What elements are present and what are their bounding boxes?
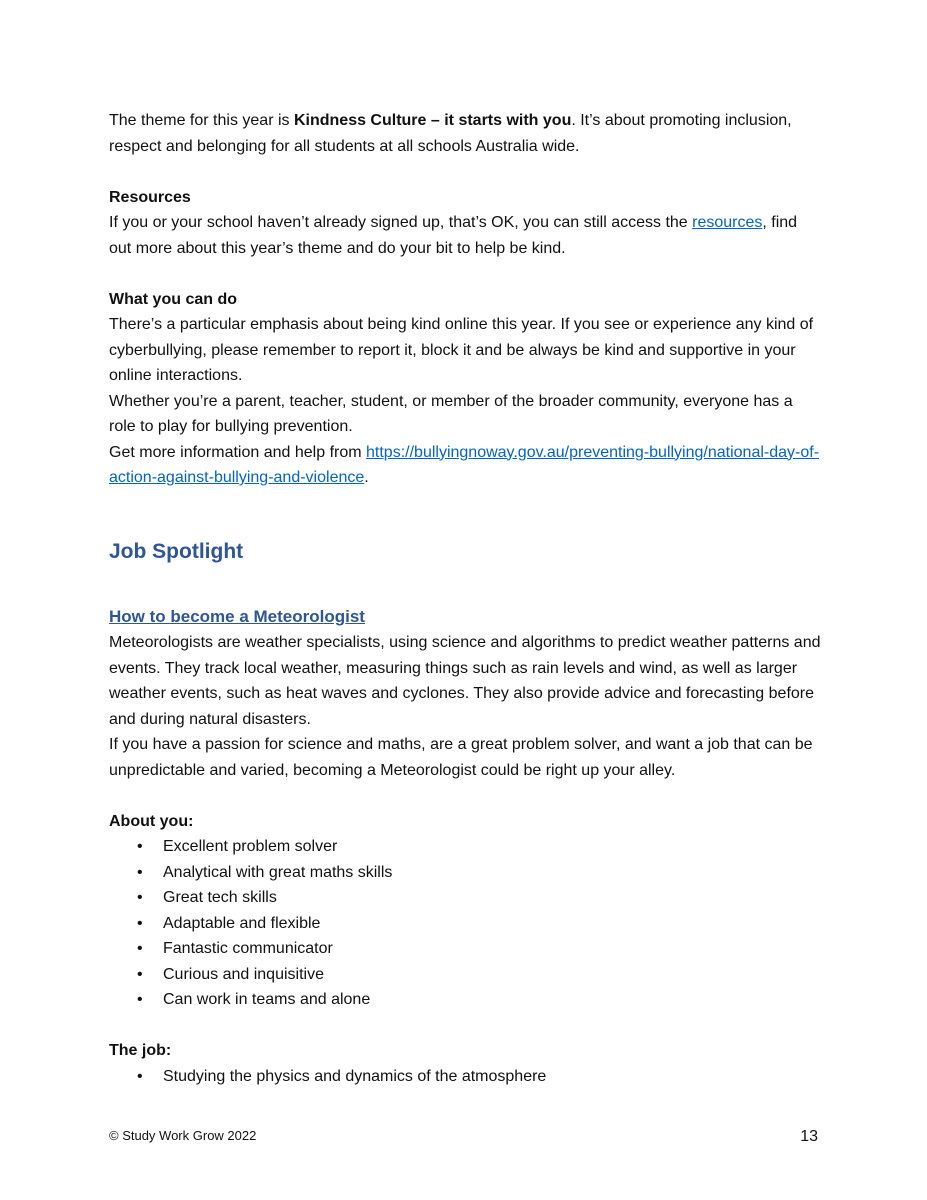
bullying-no-way-link[interactable]: https://bullyingnoway.gov.au/preventing-bullying/national-day-of-action-against-bullying-and-violence <box>109 443 820 486</box>
more-info-prefix: Get more information and help from <box>109 443 367 461</box>
more-info-paragraph <box>109 440 821 491</box>
theme-name: Kindness Culture – it starts with you <box>293 112 572 129</box>
resources-text-before: If you or your school haven’t already signed up, that’s OK, you can still access the <box>109 214 693 231</box>
more-info-suffix: . <box>364 469 369 486</box>
list-item: • Fantastic communicator <box>109 936 821 962</box>
about-you-list <box>109 834 821 1013</box>
page-number: 13 <box>800 1128 818 1145</box>
intro-suffix: . It’s about promoting inclusion, respect and belonging for all students at all schools Australia wide. <box>109 112 792 155</box>
list-item: • Studying the physics and dynamics of the atmosphere <box>109 1064 821 1090</box>
footer-copyright: © Study Work Grow 2022 <box>109 1128 257 1143</box>
list-item: • Can work in teams and alone <box>109 987 821 1013</box>
meteorologist-description: Meteorologists are weather specialists, using science and algorithms to predict weather patterns and events. They track local weather, measuring things such as rain levels and wind, as well as larger weather events, such as heat waves and cyclones. They also provide advice and forecasting before and during natural disasters. <box>109 634 821 728</box>
the-job-list <box>109 1064 821 1090</box>
cyberbullying-paragraph: There’s a particular emphasis about being kind online this year. If you see or experience any kind of cyberbullying, please remember to report it, block it and be always be kind and supportive in your online interactions. <box>109 316 814 384</box>
list-item: • Excellent problem solver <box>109 834 821 860</box>
resources-text-after: , find out more about this year’s theme and do your bit to help be kind. <box>109 214 798 257</box>
list-item: • Analytical with great maths skills <box>109 860 821 886</box>
the-job-heading: The job: <box>109 1042 172 1059</box>
document-page <box>109 108 821 1089</box>
list-item: • Great tech skills <box>109 885 821 911</box>
intro-prefix: The theme for this year is <box>109 112 294 129</box>
job-spotlight-title: Job Spotlight <box>109 539 244 563</box>
resources-heading: Resources <box>109 188 191 206</box>
what-you-can-do-heading: What you can do <box>109 290 237 308</box>
about-you-heading: About you: <box>109 812 194 830</box>
meteorologist-link[interactable]: How to become a Meteorologist <box>109 606 365 626</box>
everyone-role-paragraph: Whether you’re a parent, teacher, student, or member of the broader community, everyone has a role to play for bullying prevention. <box>109 392 793 435</box>
resources-paragraph <box>109 210 821 261</box>
resources-link[interactable]: resources <box>692 214 763 231</box>
list-item: • Curious and inquisitive <box>109 962 821 988</box>
meteorologist-passion-paragraph: If you have a passion for science and maths, are a great problem solver, and want a job that can be unpredictable and varied, becoming a Meteorologist could be right up your alley. <box>109 736 813 779</box>
intro-paragraph <box>109 108 821 159</box>
list-item: • Adaptable and flexible <box>109 911 821 937</box>
